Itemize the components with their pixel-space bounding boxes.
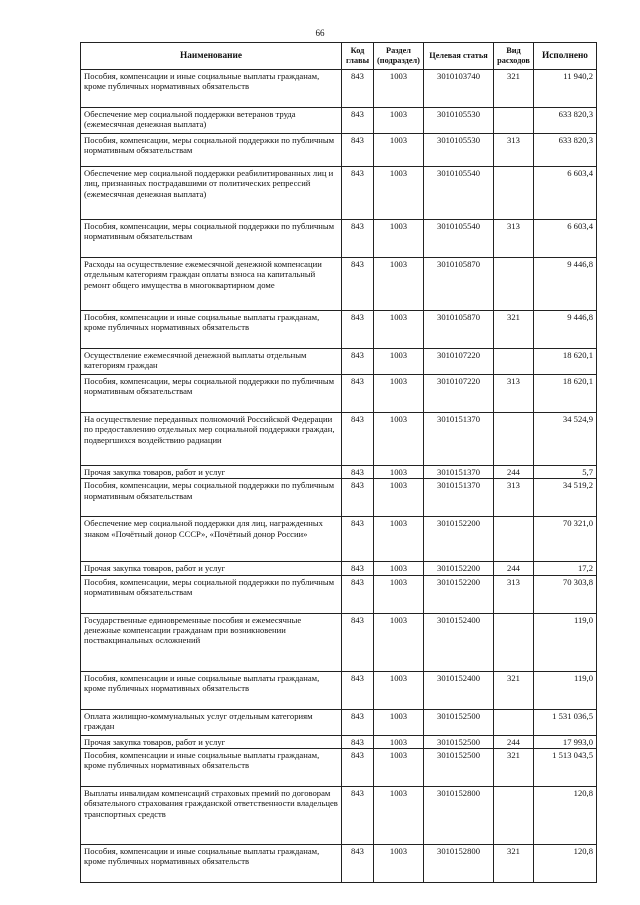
cell-section: 1003 [374,258,424,311]
cell-section: 1003 [374,167,424,220]
table-row [81,613,597,671]
cell-target: 3010105530 [424,134,494,167]
cell-chapter: 843 [342,258,374,311]
table-row [81,134,597,167]
cell-chapter: 843 [342,134,374,167]
cell-type: 321 [494,70,534,108]
cell-name: Обеспечение мер социальной поддержки реабилитированных лиц и лиц, признанных пострадавшими от политических репрессий (ежемесячная денежная выплата) [81,167,342,220]
cell-section: 1003 [374,220,424,258]
cell-chapter: 843 [342,167,374,220]
cell-name: Пособия, компенсации, меры социальной поддержки по публичным нормативным обязательствам [81,375,342,413]
cell-type: 313 [494,575,534,613]
cell-section: 1003 [374,786,424,844]
cell-type [494,413,534,466]
cell-type [494,108,534,134]
cell-done: 17,2 [534,562,597,575]
cell-type: 313 [494,375,534,413]
cell-done: 6 603,4 [534,220,597,258]
header-section: Раздел (подраздел) [374,43,424,70]
cell-target: 3010107220 [424,375,494,413]
cell-section: 1003 [374,466,424,479]
cell-chapter: 843 [342,220,374,258]
cell-done: 17 993,0 [534,735,597,748]
table-row [81,258,597,311]
table-row [81,349,597,375]
cell-target: 3010152200 [424,517,494,562]
cell-name: Государственные единовременные пособия и ежемесячные денежные компенсации гражданам при возникновении поствакцинальных осложнений [81,613,342,671]
cell-type [494,258,534,311]
cell-section: 1003 [374,844,424,882]
cell-done: 34 519,2 [534,479,597,517]
cell-type [494,349,534,375]
table-header-row [81,43,597,70]
cell-target: 3010152500 [424,735,494,748]
cell-section: 1003 [374,375,424,413]
cell-section: 1003 [374,70,424,108]
cell-chapter: 843 [342,349,374,375]
cell-done: 1 513 043,5 [534,748,597,786]
table-row [81,167,597,220]
cell-done: 5,7 [534,466,597,479]
cell-name: Пособия, компенсации, меры социальной поддержки по публичным нормативным обязательствам [81,220,342,258]
table-row [81,735,597,748]
cell-name: Пособия, компенсации и иные социальные выплаты гражданам, кроме публичных нормативных обязательств [81,70,342,108]
cell-done: 18 620,1 [534,349,597,375]
cell-section: 1003 [374,517,424,562]
cell-type: 313 [494,134,534,167]
cell-chapter: 843 [342,375,374,413]
cell-name: Расходы на осуществление ежемесячной денежной компенсации отдельным категориям граждан оплаты взноса на капитальный ремонт общего имущества в многоквартирном доме [81,258,342,311]
table-row [81,220,597,258]
cell-type: 321 [494,748,534,786]
cell-done: 1 531 036,5 [534,709,597,735]
cell-type: 244 [494,735,534,748]
table-row [81,786,597,844]
cell-done: 6 603,4 [534,167,597,220]
cell-type: 321 [494,671,534,709]
cell-type: 313 [494,479,534,517]
cell-section: 1003 [374,134,424,167]
cell-name: Пособия, компенсации, меры социальной поддержки по публичным нормативным обязательствам [81,575,342,613]
cell-name: Прочая закупка товаров, работ и услуг [81,735,342,748]
cell-section: 1003 [374,709,424,735]
cell-done: 70 321,0 [534,517,597,562]
cell-done: 11 940,2 [534,70,597,108]
cell-chapter: 843 [342,479,374,517]
table-row [81,748,597,786]
cell-chapter: 843 [342,311,374,349]
cell-section: 1003 [374,349,424,375]
cell-name: Пособия, компенсации и иные социальные выплаты гражданам, кроме публичных нормативных обязательств [81,311,342,349]
cell-section: 1003 [374,413,424,466]
table-row [81,575,597,613]
table-row [81,108,597,134]
cell-chapter: 843 [342,613,374,671]
header-type: Вид расходов [494,43,534,70]
cell-target: 3010105530 [424,108,494,134]
cell-type: 313 [494,220,534,258]
cell-section: 1003 [374,575,424,613]
cell-chapter: 843 [342,562,374,575]
cell-done: 9 446,8 [534,258,597,311]
cell-done: 120,8 [534,786,597,844]
cell-chapter: 843 [342,466,374,479]
cell-section: 1003 [374,613,424,671]
cell-target: 3010152800 [424,786,494,844]
cell-name: На осуществление переданных полномочий Российской Федерации по предоставлению отдельных мер социальной поддержки граждан, подвергшихся воздействию радиации [81,413,342,466]
cell-chapter: 843 [342,748,374,786]
cell-target: 3010151370 [424,413,494,466]
cell-name: Пособия, компенсации, меры социальной поддержки по публичным нормативным обязательствам [81,479,342,517]
cell-type: 244 [494,562,534,575]
table-row [81,517,597,562]
cell-type: 321 [494,844,534,882]
cell-section: 1003 [374,108,424,134]
cell-target: 3010105870 [424,258,494,311]
cell-target: 3010105870 [424,311,494,349]
cell-section: 1003 [374,479,424,517]
cell-name: Прочая закупка товаров, работ и услуг [81,562,342,575]
table-row [81,311,597,349]
table-row [81,70,597,108]
cell-chapter: 843 [342,517,374,562]
cell-name: Прочая закупка товаров, работ и услуг [81,466,342,479]
cell-target: 3010151370 [424,479,494,517]
cell-section: 1003 [374,748,424,786]
cell-done: 9 446,8 [534,311,597,349]
cell-section: 1003 [374,671,424,709]
cell-target: 3010152400 [424,671,494,709]
cell-done: 119,0 [534,671,597,709]
header-chapter: Код главы [342,43,374,70]
cell-type [494,613,534,671]
cell-target: 3010152500 [424,748,494,786]
cell-target: 3010152800 [424,844,494,882]
cell-chapter: 843 [342,844,374,882]
cell-type: 321 [494,311,534,349]
cell-name: Пособия, компенсации и иные социальные выплаты гражданам, кроме публичных нормативных обязательств [81,748,342,786]
table-row [81,479,597,517]
table-row [81,466,597,479]
cell-target: 3010107220 [424,349,494,375]
cell-done: 34 524,9 [534,413,597,466]
cell-section: 1003 [374,562,424,575]
cell-name: Осуществление ежемесячной денежной выплаты отдельным категориям граждан [81,349,342,375]
cell-chapter: 843 [342,575,374,613]
budget-table [80,42,597,883]
cell-name: Оплата жилищно-коммунальных услуг отдельным категориям граждан [81,709,342,735]
cell-done: 119,0 [534,613,597,671]
cell-chapter: 843 [342,70,374,108]
page-number: 66 [315,28,325,38]
cell-done: 633 820,3 [534,108,597,134]
table-body [81,70,597,883]
cell-target: 3010105540 [424,167,494,220]
cell-done: 70 303,8 [534,575,597,613]
cell-target: 3010152200 [424,575,494,613]
cell-type [494,786,534,844]
cell-done: 18 620,1 [534,375,597,413]
table-row [81,413,597,466]
cell-name: Пособия, компенсации и иные социальные выплаты гражданам, кроме публичных нормативных обязательств [81,671,342,709]
cell-section: 1003 [374,311,424,349]
cell-chapter: 843 [342,735,374,748]
table-row [81,562,597,575]
cell-name: Пособия, компенсации и иные социальные выплаты гражданам, кроме публичных нормативных обязательств [81,844,342,882]
header-name: Наименование [81,43,342,70]
header-target: Целевая статья [424,43,494,70]
cell-type [494,517,534,562]
cell-target: 3010152200 [424,562,494,575]
cell-name: Обеспечение мер социальной поддержки для лиц, награжденных знаком «Почётный донор СССР», «Почётный донор России» [81,517,342,562]
table-row [81,375,597,413]
cell-chapter: 843 [342,413,374,466]
cell-name: Выплаты инвалидам компенсаций страховых премий по договорам обязательного страхования гражданской ответственности владельцев транспортных средств [81,786,342,844]
table-row [81,709,597,735]
cell-target: 3010105540 [424,220,494,258]
cell-chapter: 843 [342,709,374,735]
cell-done: 633 820,3 [534,134,597,167]
header-done: Исполнено [534,43,597,70]
cell-target: 3010152400 [424,613,494,671]
table-row [81,844,597,882]
cell-target: 3010103740 [424,70,494,108]
cell-section: 1003 [374,735,424,748]
cell-done: 120,8 [534,844,597,882]
cell-name: Обеспечение мер социальной поддержки ветеранов труда (ежемесячная денежная выплата) [81,108,342,134]
cell-target: 3010151370 [424,466,494,479]
cell-type: 244 [494,466,534,479]
cell-target: 3010152500 [424,709,494,735]
cell-chapter: 843 [342,786,374,844]
cell-chapter: 843 [342,671,374,709]
cell-type [494,167,534,220]
cell-chapter: 843 [342,108,374,134]
table-row [81,671,597,709]
cell-name: Пособия, компенсации, меры социальной поддержки по публичным нормативным обязательствам [81,134,342,167]
cell-type [494,709,534,735]
